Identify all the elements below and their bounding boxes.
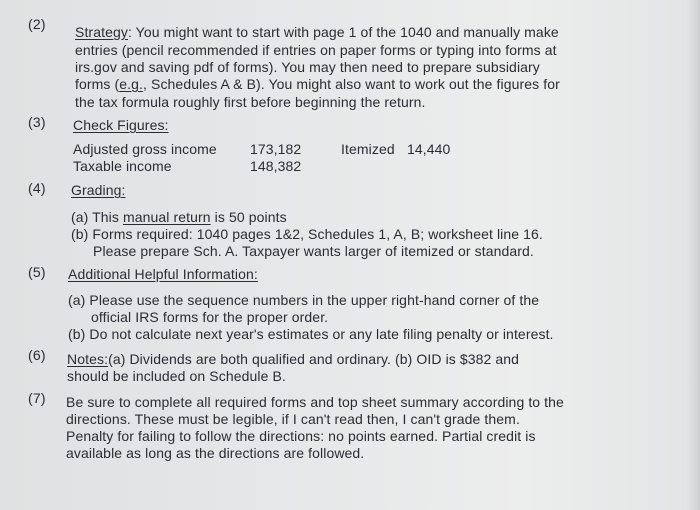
strategy-line-4-pre: forms ( [75,76,120,92]
final-line-3: Penalty for failing to follow the directions: no points earned. Partial credit is [66,428,536,444]
strategy-heading: Strategy [75,24,128,40]
additional-a-line-2: official IRS forms for the proper order. [91,309,329,325]
item-number-5: (5) [28,264,46,280]
final-line-4: available as long as the directions are followed. [66,445,365,461]
taxable-income-value: 148,382 [250,158,302,174]
notes-line-2: should be included on Schedule B. [67,368,286,384]
notes-line-1 [67,351,519,367]
strategy-eg: e.g. [119,76,144,92]
grading-heading: Grading: [71,182,126,198]
grading-b-line-2: Please prepare Sch. A. Taxpayer wants larger of itemized or standard. [93,243,534,259]
additional-a-line-1: (a) Please use the sequence numbers in the upper right-hand corner of the [68,292,540,308]
check-figures-heading: Check Figures: [73,117,169,133]
item-number-2: (2) [28,16,46,32]
strategy-line-4-post: , Schedules A & B). You might also want to work out the figures for [143,76,560,92]
item-number-4: (4) [28,180,46,196]
strategy-line-1 [75,24,559,40]
itemized-label: Itemized [341,141,395,157]
item-number-3: (3) [28,114,46,130]
strategy-line-5: the tax formula roughly first before beginning the return. [75,94,426,110]
strategy-line-4 [75,76,560,92]
grading-a-pre: (a) This [71,209,123,225]
manual-return-text: manual return [123,209,211,225]
itemized-value: 14,440 [407,141,451,157]
grading-a-post: is 50 points [210,209,287,225]
notes-heading: Notes: [67,351,109,367]
final-line-2: directions. These must be legible, if I can't read then, I can't grade them. [66,411,520,427]
item-number-6: (6) [28,347,46,363]
final-line-1: Be sure to complete all required forms and top sheet summary according to the [66,394,564,410]
agi-label: Adjusted gross income [73,141,217,157]
taxable-income-label: Taxable income [73,158,172,174]
notes-line-1-text: (a) Dividends are both qualified and ordinary. (b) OID is $382 and [108,351,520,367]
page-edge-shadow [686,0,700,510]
strategy-line-1-text: : You might want to start with page 1 of the 1040 and manually make [127,24,559,40]
grading-b-line-1: (b) Forms required: 1040 pages 1&2, Schedules 1, A, B; worksheet line 16. [71,226,543,242]
agi-value: 173,182 [250,141,302,157]
additional-info-heading: Additional Helpful Information: [68,266,258,282]
additional-b: (b) Do not calculate next year's estimates or any late filing penalty or interest. [68,326,554,342]
item-number-7: (7) [28,390,46,406]
strategy-line-3: irs.gov and saving pdf of forms). You may then need to prepare subsidiary [75,59,540,75]
grading-a [71,209,287,225]
strategy-line-2: entries (pencil recommended if entries on paper forms or typing into forms at [75,42,557,58]
